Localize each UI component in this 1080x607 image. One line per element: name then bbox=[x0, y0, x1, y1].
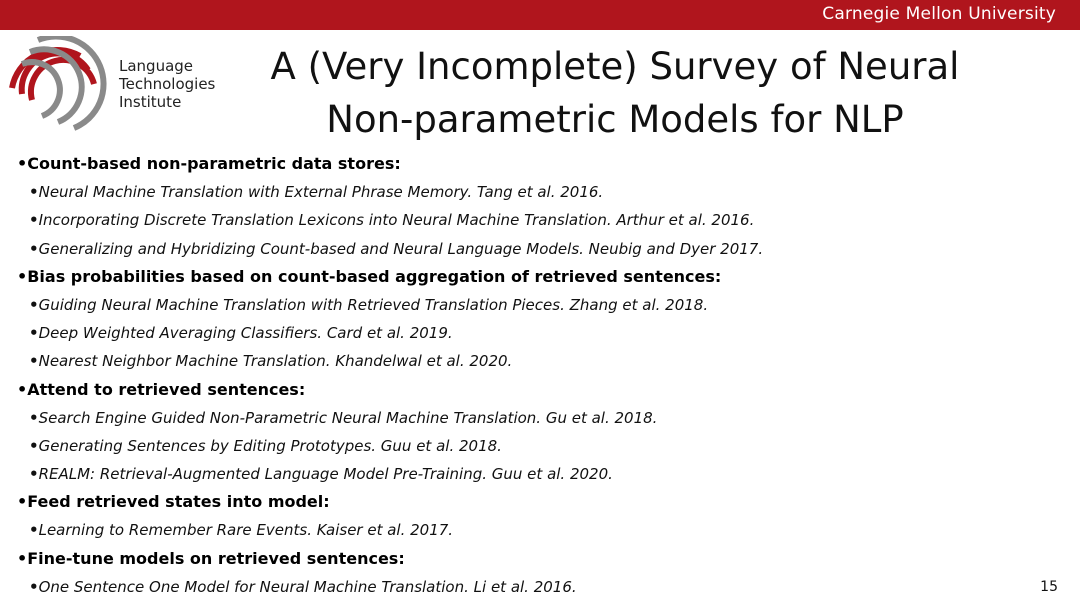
section-heading: •Attend to retrieved sentences: bbox=[17, 379, 306, 399]
slide-title bbox=[250, 40, 980, 146]
lti-logo-icon bbox=[8, 36, 108, 132]
section-heading: •Bias probabilities based on count-based aggregation of retrieved sentences: bbox=[17, 266, 722, 286]
reference-item: •Deep Weighted Averaging Classifiers. Card et al. 2019. bbox=[29, 324, 453, 343]
logo-line-2: Technologies bbox=[119, 75, 216, 93]
logo-line-1: Language bbox=[119, 57, 194, 75]
reference-item: •Learning to Remember Rare Events. Kaiser et al. 2017. bbox=[29, 521, 454, 540]
reference-item: •Search Engine Guided Non-Parametric Neural Machine Translation. Gu et al. 2018. bbox=[29, 408, 658, 427]
reference-item: •REALM: Retrieval-Augmented Language Model Pre-Training. Guu et al. 2020. bbox=[29, 465, 613, 484]
reference-item: •Nearest Neighbor Machine Translation. Khandelwal et al. 2020. bbox=[29, 352, 513, 371]
reference-item: •Guiding Neural Machine Translation with Retrieved Translation Pieces. Zhang et al. 2018. bbox=[29, 295, 709, 314]
slide-content bbox=[17, 150, 1057, 601]
section-heading: •Count-based non-parametric data stores: bbox=[17, 154, 401, 173]
logo-line-3: Institute bbox=[119, 93, 182, 111]
reference-item: •Generating Sentences by Editing Prototypes. Guu et al. 2018. bbox=[29, 436, 502, 455]
section-heading: •Fine-tune models on retrieved sentences: bbox=[17, 548, 405, 568]
reference-item: •Neural Machine Translation with External Phrase Memory. Tang et al. 2016. bbox=[29, 183, 604, 202]
reference-item: •One Sentence One Model for Neural Machine Translation. Li et al. 2016. bbox=[29, 577, 577, 596]
title-line-2: Non-parametric Models for NLP bbox=[326, 98, 904, 141]
logo-text bbox=[119, 57, 215, 111]
reference-item: •Incorporating Discrete Translation Lexicons into Neural Machine Translation. Arthur et al. 2016. bbox=[29, 211, 755, 230]
header-bar bbox=[0, 0, 1080, 30]
title-line-1: A (Very Incomplete) Survey of Neural bbox=[270, 45, 960, 88]
university-name: Carnegie Mellon University bbox=[822, 4, 1056, 24]
reference-item: •Generalizing and Hybridizing Count-based and Neural Language Models. Neubig and Dyer 2017. bbox=[29, 239, 764, 258]
page-number: 15 bbox=[1040, 579, 1058, 595]
section-heading: •Feed retrieved states into model: bbox=[17, 492, 330, 512]
